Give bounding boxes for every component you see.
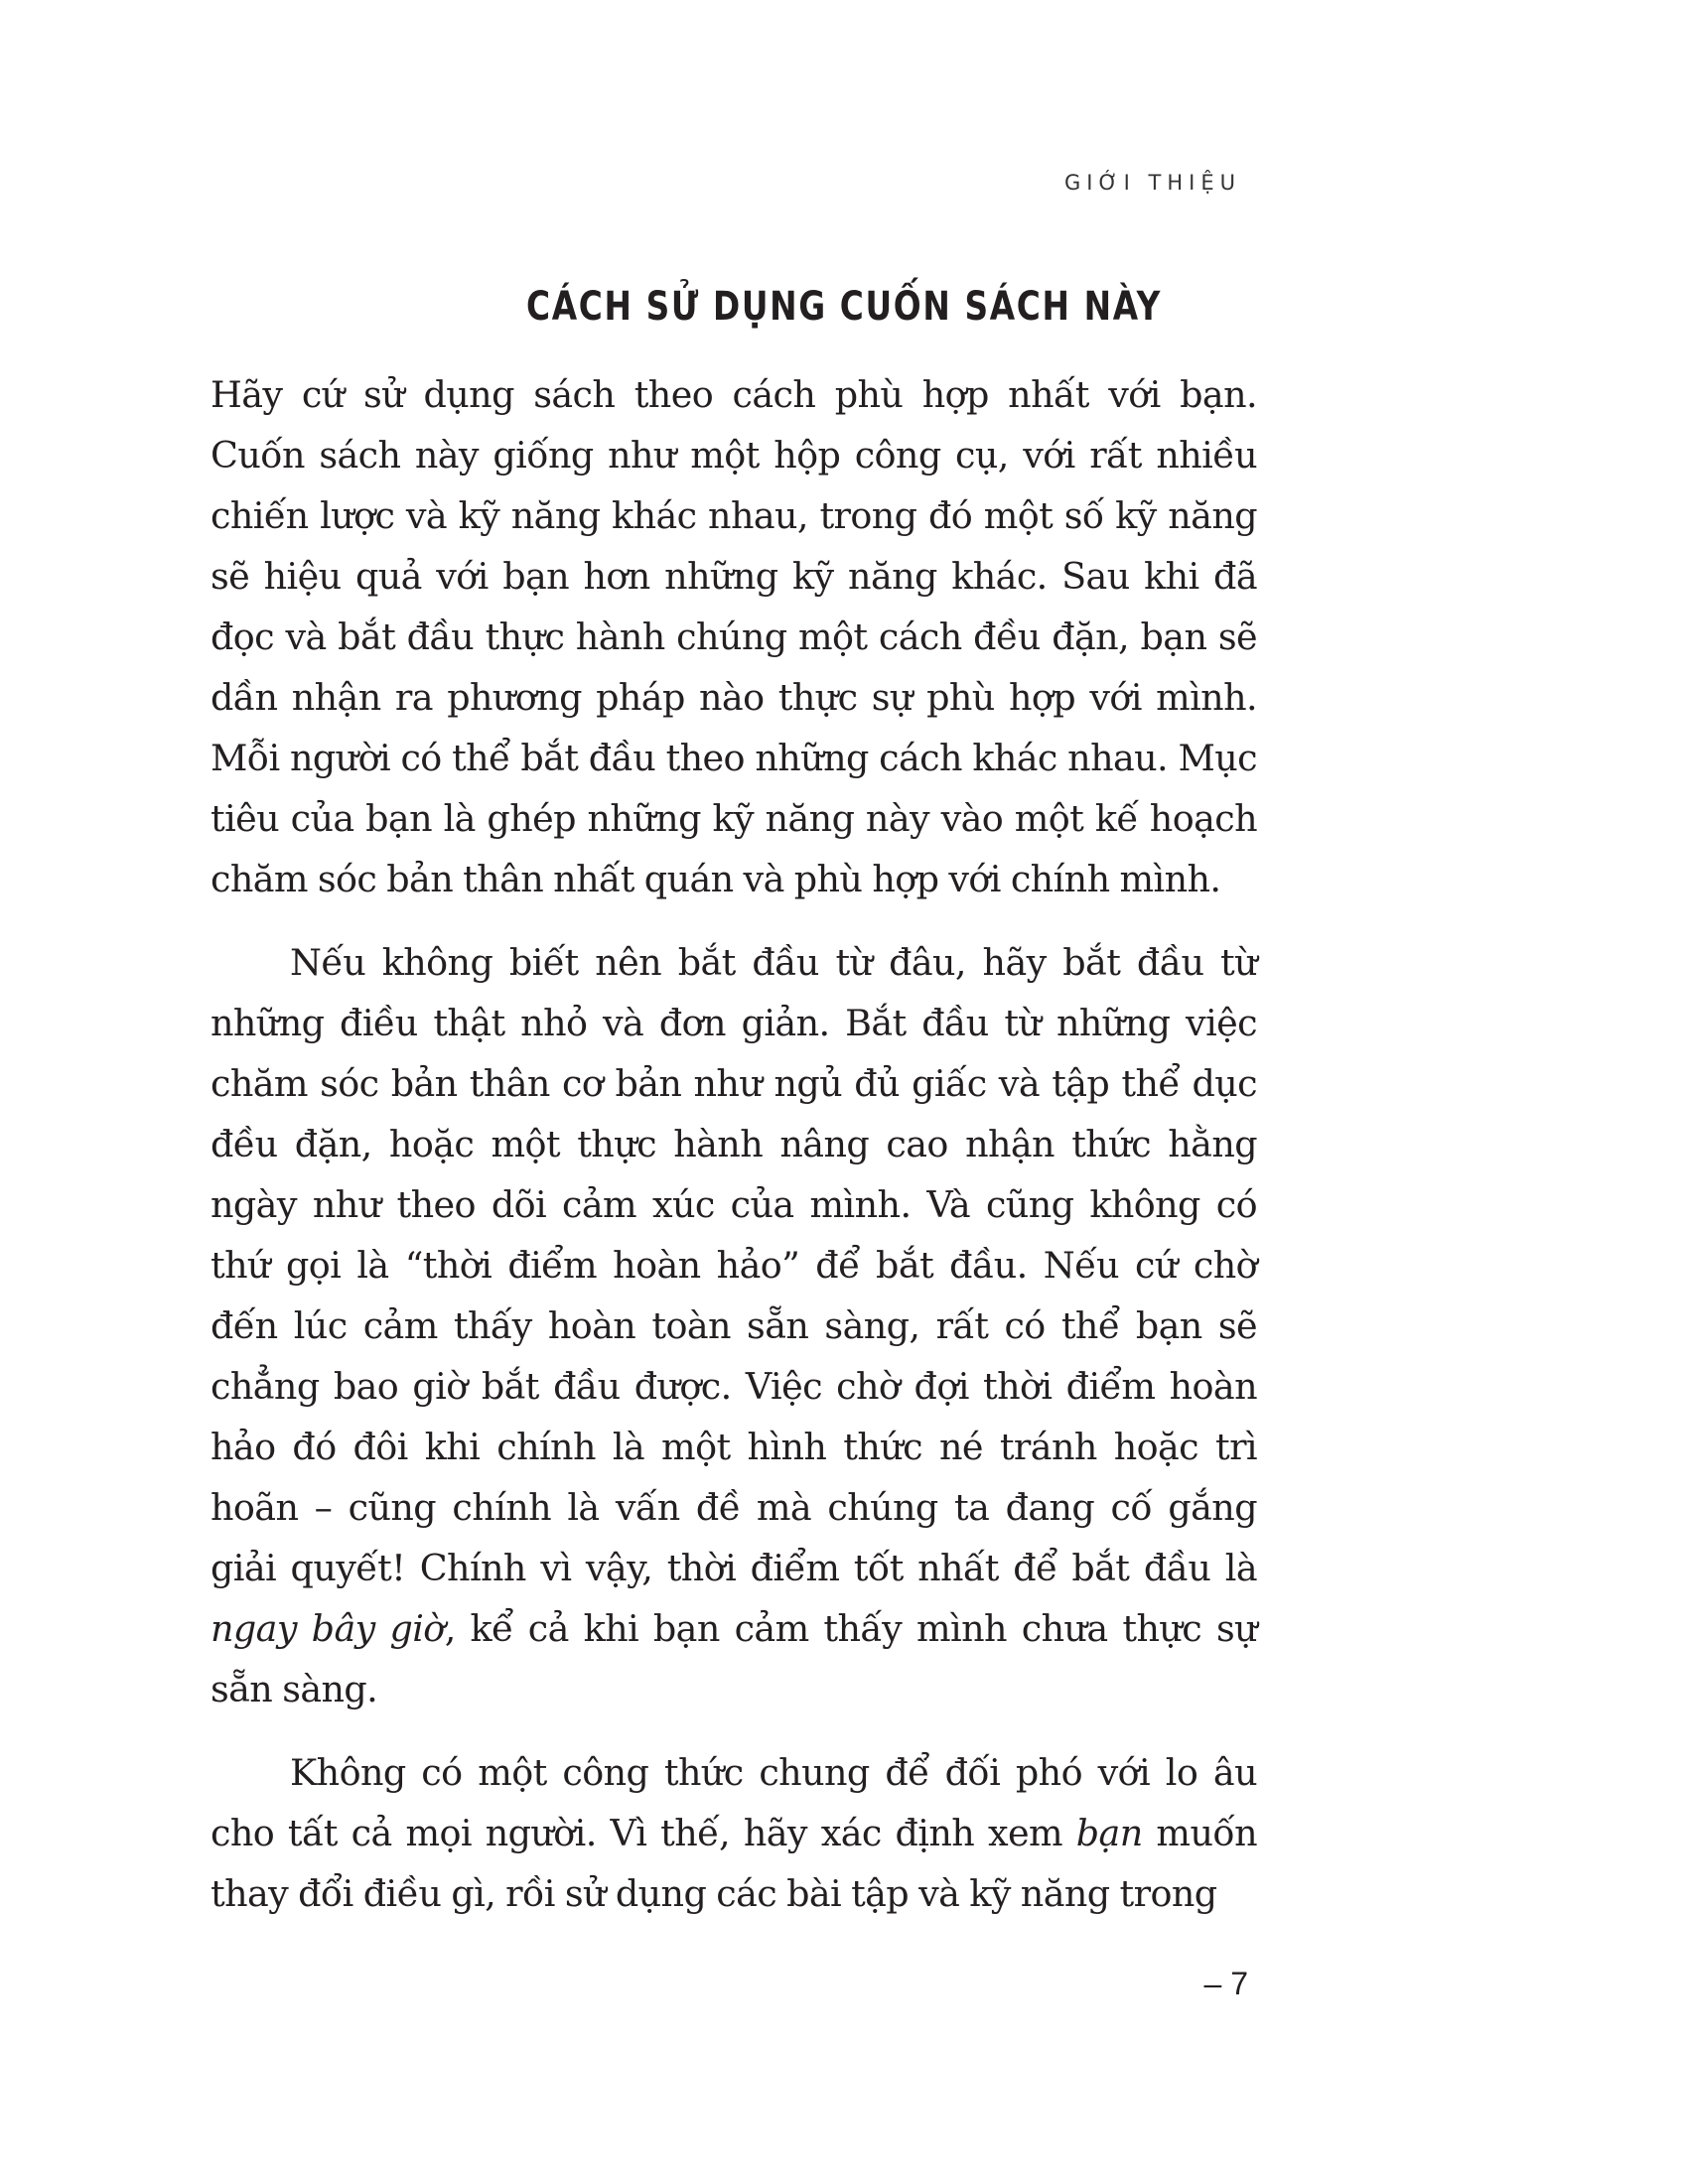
paragraph-1 <box>211 364 1257 909</box>
section-title: CÁCH SỬ DỤNG CUỐN SÁCH NÀY <box>525 284 1162 330</box>
paragraph-2 <box>211 932 1257 1719</box>
paragraph-3 <box>211 1742 1257 1924</box>
paragraph-2-text-end: , kể cả khi bạn cảm thấy mình chưa thực sự sẵn sàng. <box>211 1607 1257 1710</box>
body-text <box>211 364 1257 1924</box>
paragraph-2-text-start: Nếu không biết nên bắt đầu từ đâu, hãy bắt đầu từ những điều thật nhỏ và đơn giản. Bắt đầu từ những việc chăm sóc bản thân cơ bản như ngủ đủ giấc và tập thể dục đều đặn, hoặc một thực hành nâng cao nhận thức hằng ngày như theo dõi cảm xúc của mình. Và cũng không có thứ gọi là “thời điểm hoàn hảo” để bắt đầu. Nếu cứ chờ đến lúc cảm thấy hoàn toàn sẵn sàng, rất có thể bạn sẽ chẳng bao giờ bắt đầu được. Việc chờ đợi thời điểm hoàn hảo đó đôi khi chính là một hình thức né tránh hoặc trì hoãn – cũng chính là vấn đề mà chúng ta đang cố gắng giải quyết! Chính vì vậy, thời điểm tốt nhất để bắt đầu là <box>211 941 1257 1589</box>
paragraph-3-text-start: Không có một công thức chung để đối phó với lo âu cho tất cả mọi người. Vì thế, hãy xác định xem <box>211 1751 1257 1854</box>
paragraph-3-text-end: muốn thay đổi điều gì, rồi sử dụng các bài tập và kỹ năng trong <box>211 1812 1257 1915</box>
paragraph-3-emphasis: bạn <box>1075 1812 1143 1854</box>
paragraph-1-text: Hãy cứ sử dụng sách theo cách phù hợp nhất với bạn. Cuốn sách này giống như một hộp công cụ, với rất nhiều chiến lược và kỹ năng khác nhau, trong đó một số kỹ năng sẽ hiệu quả với bạn hơn những kỹ năng khác. Sau khi đã đọc và bắt đầu thực hành chúng một cách đều đặn, bạn sẽ dần nhận ra phương pháp nào thực sự phù hợp với mình. Mỗi người có thể bắt đầu theo những cách khác nhau. Mục tiêu của bạn là ghép những kỹ năng này vào một kế hoạch chăm sóc bản thân nhất quán và phù hợp với chính mình. <box>211 373 1257 900</box>
running-head: GIỚI THIỆU <box>1064 171 1241 195</box>
paragraph-2-emphasis: ngay bây giờ <box>211 1607 445 1650</box>
page-number: – 7 <box>1203 1966 1248 2001</box>
